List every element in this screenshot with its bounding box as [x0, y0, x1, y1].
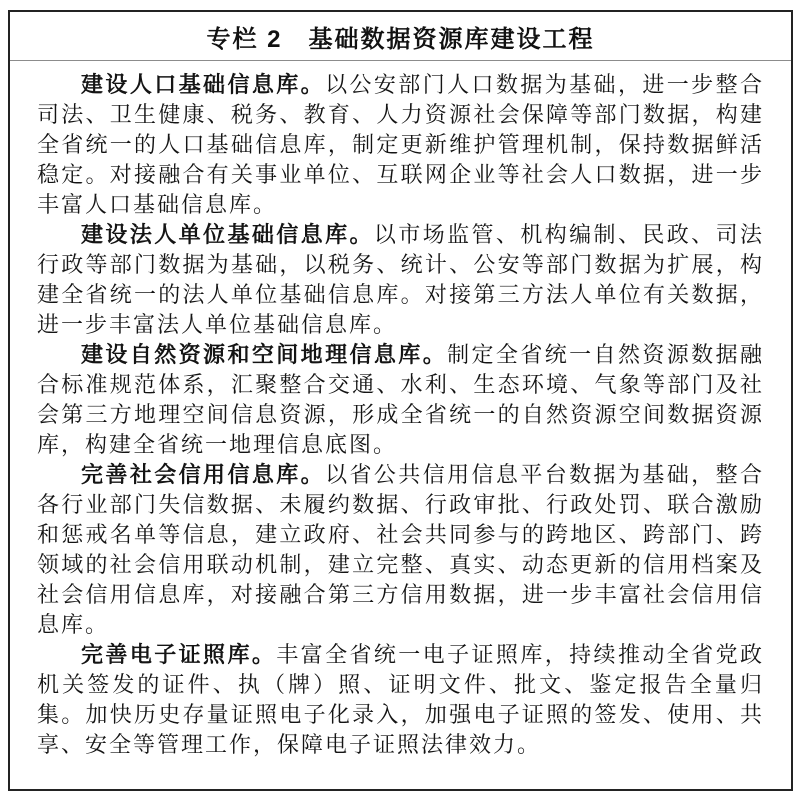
paragraph-lead: 建设自然资源和空间地理信息库。	[81, 342, 448, 367]
paragraph-lead: 完善社会信用信息库。	[81, 462, 326, 487]
paragraph-text: 丰富全省统一电子证照库，持续推动全省党政机关签发的证件、执（牌）照、证明文件、批文、鉴定报告全量归集。加快历史存量证照电子化录入，加强电子证照的签发、使用、共享、安全等管理工作，保障电子证照法律效力。	[37, 642, 764, 757]
paragraph-lead: 完善电子证照库。	[81, 642, 277, 667]
paragraph-text: 制定全省统一自然资源数据融合标准规范体系，汇聚整合交通、水利、生态环境、气象等部门及社会第三方地理空间信息资源，形成全省统一的自然资源空间数据资源库，构建全省统一地理信息底图。	[37, 342, 764, 457]
paragraph-text: 以省公共信用信息平台数据为基础，整合各行业部门失信数据、未履约数据、行政审批、行政处罚、联合激励和惩戒名单等信息，建立政府、社会共同参与的跨地区、跨部门、跨领域的社会信用联动机制，建立完整、真实、动态更新的信用档案及社会信用信息库，对接融合第三方信用数据，进一步丰富社会信用信息库。	[37, 462, 764, 637]
paragraph-text: 以市场监管、机构编制、民政、司法行政等部门数据为基础，以税务、统计、公安等部门数据为扩展，构建全省统一的法人单位基础信息库。对接第三方法人单位有关数据，进一步丰富法人单位基础信息库。	[37, 222, 764, 337]
panel-title: 专栏 2 基础数据资源库建设工程	[206, 25, 595, 53]
paragraph-population-db	[37, 70, 764, 220]
paragraph-lead: 建设人口基础信息库。	[81, 72, 326, 97]
panel-header	[10, 12, 791, 61]
panel-body	[10, 61, 791, 760]
paragraph-legal-entity-db	[37, 220, 764, 340]
column-panel	[8, 10, 793, 791]
paragraph-natural-resources-db	[37, 340, 764, 460]
paragraph-lead: 建设法人单位基础信息库。	[81, 222, 374, 247]
paragraph-e-license-db	[37, 640, 764, 760]
paragraph-social-credit-db	[37, 460, 764, 640]
paragraph-text: 以公安部门人口数据为基础，进一步整合司法、卫生健康、税务、教育、人力资源社会保障等部门数据，构建全省统一的人口基础信息库，制定更新维护管理机制，保持数据鲜活稳定。对接融合有关事业单位、互联网企业等社会人口数据，进一步丰富人口基础信息库。	[37, 72, 764, 217]
